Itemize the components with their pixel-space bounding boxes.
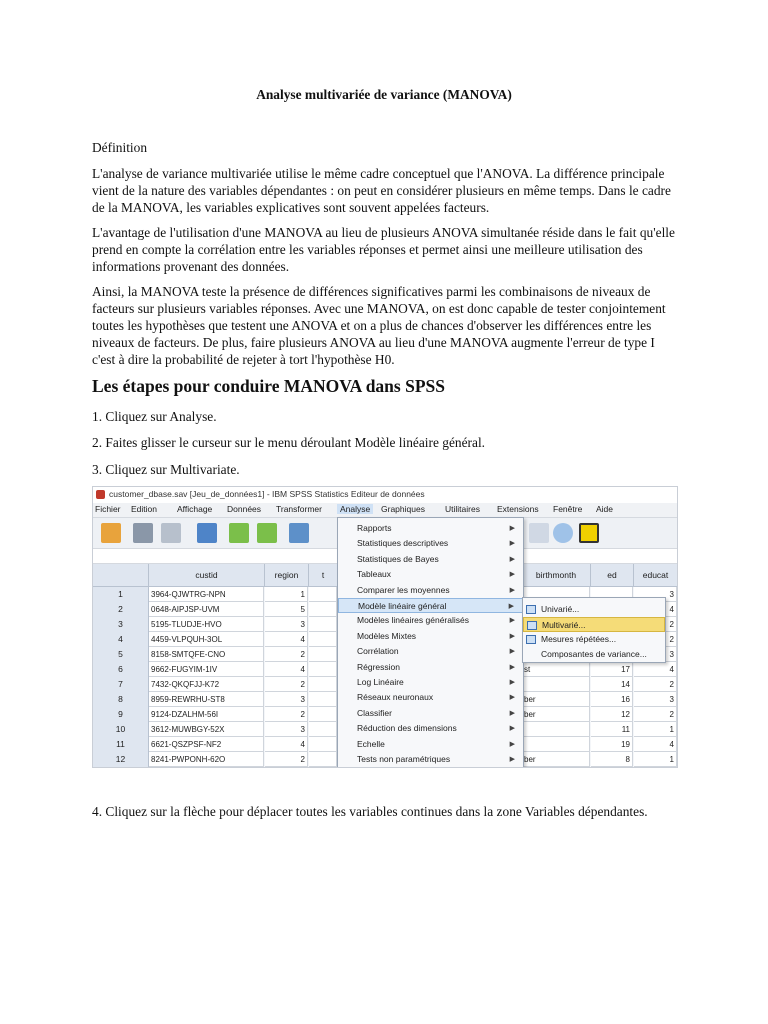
submenu-arrow-icon: ▶ [509, 555, 515, 563]
cell-t[interactable] [309, 707, 337, 722]
analyse-dropdown-menu [337, 517, 524, 768]
analyse-menu-item[interactable] [338, 660, 523, 675]
cell-region[interactable]: 5 [265, 602, 308, 617]
cell-region[interactable]: 3 [265, 617, 308, 632]
analyse-menu-item[interactable] [338, 598, 523, 613]
cell-t[interactable] [309, 677, 337, 692]
analyse-menu-item-label: Modèles Mixtes [357, 630, 417, 641]
column-header-custid[interactable]: custid [149, 564, 265, 587]
analyse-menu-item[interactable] [338, 706, 523, 721]
analyse-menu-item-label: Corrélation [357, 646, 399, 657]
cell-custid[interactable]: 9124-DZALHM-56I [149, 707, 264, 722]
analyse-menu-item-label: Rapports [357, 523, 392, 533]
cell-birthmonth[interactable] [522, 737, 590, 752]
cell-t[interactable] [309, 722, 337, 737]
cell-region[interactable]: 3 [265, 722, 308, 737]
menu-extensions[interactable]: Extensions [497, 504, 539, 514]
cell-region[interactable]: 4 [265, 632, 308, 647]
cell-region[interactable]: 4 [265, 737, 308, 752]
cell-ed[interactable]: 11 [591, 722, 633, 737]
cell-educat[interactable]: 3 [634, 692, 677, 707]
cell-birthmonth[interactable]: ber [522, 692, 590, 707]
cell-educat[interactable]: 2 [634, 707, 677, 722]
step-2: 2. Faites glisser le curseur sur le menu déroulant Modèle linéaire général. [92, 435, 486, 450]
menu-fichier[interactable]: Fichier [95, 504, 121, 514]
submenu-mesures-label: Mesures répétées... [541, 634, 617, 644]
analyse-menu-item[interactable] [338, 721, 523, 736]
submenu-arrow-icon: ▶ [509, 571, 515, 579]
analyse-menu-item-label: Modèle linéaire général [358, 601, 447, 611]
submenu-multivarie[interactable] [523, 617, 665, 632]
cell-region[interactable]: 2 [265, 707, 308, 722]
analyse-menu-item-label: Statistiques descriptives [357, 538, 449, 549]
cell-custid[interactable]: 3964-QJWTRG-NPN [149, 587, 264, 602]
cell-region[interactable]: 1 [265, 587, 308, 602]
cell-region[interactable]: 2 [265, 677, 308, 692]
section-heading: Les étapes pour conduire MANOVA dans SPSS [92, 376, 445, 396]
menu-fenetre[interactable]: Fenêtre [553, 504, 583, 514]
cell-educat[interactable]: 4 [634, 602, 677, 617]
analyse-menu-item-label: Statistiques de Bayes [357, 553, 439, 564]
cell-region[interactable]: 3 [265, 692, 308, 707]
cell-custid[interactable]: 6621-QSZPSF-NF2 [149, 737, 264, 752]
repeated-measures-icon [526, 635, 536, 644]
cell-t[interactable] [309, 737, 337, 752]
analyse-menu-item-label: Régression [357, 661, 400, 672]
submenu-univarie[interactable] [523, 602, 665, 617]
paragraph-1: L'analyse de variance multivariée utilise le même cadre conceptuel que l'ANOVA. La différence principale vient de la nature des variables dépendantes : on peut en considérer plusieurs en même temps. Dans le cadre de la MANOVA, les variables explicatives sont souvent appelées facteurs. [92, 166, 671, 215]
submenu-composantes-label: Composantes de variance... [541, 649, 647, 659]
step-1: 1. Cliquez sur Analyse. [92, 409, 217, 424]
definition-label: Définition [92, 140, 148, 155]
cell-custid[interactable]: 8158-SMTQFE-CNO [149, 647, 264, 662]
row-number[interactable]: 2 [93, 602, 149, 618]
cell-educat[interactable]: 2 [634, 617, 677, 632]
cell-ed[interactable]: 19 [591, 737, 633, 752]
analyse-menu-item-label: Tableaux [357, 569, 392, 580]
cell-educat[interactable]: 4 [634, 737, 677, 752]
cell-birthmonth[interactable]: ber [522, 752, 590, 767]
analyse-menu-item[interactable] [338, 737, 523, 752]
cell-t[interactable] [309, 617, 337, 632]
submenu-arrow-icon: ▶ [509, 525, 515, 532]
row-number[interactable]: 9 [93, 707, 149, 723]
menu-affichage[interactable]: Affichage [177, 504, 213, 514]
cell-custid[interactable]: 0648-AIPJSP-UVM [149, 602, 264, 617]
row-number[interactable]: 10 [93, 722, 149, 738]
cell-birthmonth[interactable]: st [522, 662, 590, 677]
cell-t[interactable] [309, 602, 337, 617]
submenu-arrow-icon: ▶ [509, 756, 515, 763]
row-number[interactable]: 7 [93, 677, 149, 693]
cell-custid[interactable]: 8241-PWPONH-62O [149, 752, 264, 767]
row-number[interactable]: 3 [93, 617, 149, 633]
print-icon[interactable] [161, 523, 181, 543]
analyse-menu-item-label: Modèles linéaires généralisés [357, 615, 469, 626]
window-title: customer_dbase.sav [Jeu_de_données1] - IBM SPSS Statistics Editeur de données [109, 489, 425, 499]
menu-aide[interactable]: Aide [596, 504, 614, 514]
row-number[interactable]: 11 [93, 737, 149, 753]
analyse-menu-item[interactable] [338, 644, 523, 659]
glm-submenu [522, 597, 666, 663]
cell-custid[interactable]: 5195-TLUDJE-HVO [149, 617, 264, 632]
analyse-menu-item[interactable] [338, 752, 523, 767]
analyse-menu-item-label: Comparer les moyennes [357, 584, 450, 595]
redo-icon[interactable] [257, 523, 277, 543]
menu-transformer[interactable]: Transformer [276, 504, 322, 514]
submenu-multivarie-label: Multivarié... [542, 620, 586, 630]
save-icon[interactable] [133, 523, 153, 543]
submenu-arrow-icon: ▶ [509, 694, 515, 702]
analyse-menu-item[interactable] [338, 690, 523, 705]
row-number[interactable]: 12 [93, 752, 149, 768]
cell-educat[interactable]: 2 [634, 677, 677, 692]
cell-educat[interactable]: 3 [634, 647, 677, 662]
dialog-recall-icon[interactable] [197, 523, 217, 543]
analyse-menu-item-label: Log Linéaire [357, 677, 404, 687]
cell-region[interactable]: 2 [265, 752, 308, 767]
analyse-menu-item-label: Tests non paramétriques [357, 754, 451, 764]
menu-donnees[interactable]: Données [227, 504, 262, 514]
cell-t[interactable] [309, 662, 337, 677]
analyse-menu-item-label: Réseaux neuronaux [357, 692, 434, 703]
multivariate-icon [527, 621, 537, 630]
cell-educat[interactable]: 3 [634, 587, 677, 602]
cell-t[interactable] [309, 752, 337, 767]
submenu-mesures-repetees[interactable] [523, 632, 665, 647]
goto-case-icon[interactable] [289, 523, 309, 543]
submenu-arrow-icon: ▶ [509, 540, 515, 548]
analyse-menu-item-label: Réduction des dimensions [357, 723, 457, 734]
spss-screenshot [92, 486, 678, 768]
univariate-icon [526, 605, 536, 614]
analyse-menu-item[interactable] [338, 583, 523, 598]
analyse-menu-item[interactable] [338, 567, 523, 582]
paragraph-3: Ainsi, la MANOVA teste la présence de différences significatives parmi les combinaisons de niveaux de facteurs sur plusieurs variables réponses. Avec une MANOVA, on est donc capable de tester conjointement toutes les hypothèses que testent une ANOVA et on a plus de chances d'observer les différences entre les niveaux de facteurs. De plus, faire plusieurs ANOVA au lieu d'une MANOVA augmente l'erreur de type I c'est à dire la probabilité de rejeter à tort l'hypothèse H0. [92, 284, 666, 367]
menu-graphiques[interactable]: Graphiques [381, 504, 425, 514]
analyse-menu-item[interactable] [338, 552, 523, 567]
cell-custid[interactable]: 4459-VLPQUH-3OL [149, 632, 264, 647]
submenu-composantes-variance[interactable] [523, 647, 665, 662]
cell-t[interactable] [309, 587, 337, 602]
submenu-arrow-icon: ▶ [509, 648, 515, 656]
analyse-menu-item[interactable] [338, 613, 523, 628]
undo-icon[interactable] [229, 523, 249, 543]
cell-ed[interactable]: 8 [591, 752, 633, 767]
column-header-region[interactable]: region [265, 564, 309, 587]
cell-t[interactable] [309, 647, 337, 662]
submenu-univarie-label: Univarié... [541, 604, 580, 614]
open-folder-icon[interactable] [101, 523, 121, 543]
submenu-arrow-icon: ▶ [509, 725, 515, 733]
submenu-arrow-icon: ▶ [509, 586, 515, 594]
cell-custid[interactable]: 8959-REWRHU-ST8 [149, 692, 264, 707]
step-4: 4. Cliquez sur la flèche pour déplacer toutes les variables continues dans la zone Variables dépendantes. [92, 804, 648, 819]
cell-birthmonth[interactable]: ber [522, 707, 590, 722]
submenu-arrow-icon: ▶ [509, 632, 515, 640]
split-file-icon[interactable] [529, 523, 549, 543]
window-titlebar [93, 487, 677, 503]
cell-birthmonth[interactable] [522, 722, 590, 737]
row-number[interactable]: 5 [93, 647, 149, 663]
cell-educat[interactable]: 1 [634, 752, 677, 767]
cell-custid[interactable]: 7432-QKQFJJ-K72 [149, 677, 264, 692]
analyse-menu-item-label: Classifier [357, 707, 392, 718]
cell-educat[interactable]: 1 [634, 722, 677, 737]
cell-custid[interactable]: 9662-FUGYIM-1IV [149, 662, 264, 677]
menu-analyse[interactable]: Analyse [337, 504, 373, 514]
cell-educat[interactable]: 4 [634, 662, 677, 677]
column-header-birthmonth[interactable]: birthmonth [522, 564, 591, 587]
column-header-educat[interactable]: educat [634, 564, 678, 587]
submenu-arrow-icon: ▶ [509, 663, 515, 671]
doc-title: Analyse multivariée de variance (MANOVA) [256, 87, 512, 102]
submenu-arrow-icon: ▶ [509, 679, 515, 686]
cell-birthmonth[interactable] [522, 677, 590, 692]
cell-ed[interactable]: 16 [591, 692, 633, 707]
column-header-ed[interactable]: ed [591, 564, 634, 587]
step-3: 3. Cliquez sur Multivariate. [92, 462, 240, 477]
cell-ed[interactable]: 14 [591, 677, 633, 692]
cell-t[interactable] [309, 632, 337, 647]
analyse-menu-item[interactable] [338, 536, 523, 551]
grid-corner [93, 564, 149, 587]
weight-cases-icon[interactable] [553, 523, 573, 543]
cell-educat[interactable]: 2 [634, 632, 677, 647]
column-header-t[interactable]: t [309, 564, 338, 587]
submenu-arrow-icon: ▶ [509, 709, 515, 717]
cell-ed[interactable]: 12 [591, 707, 633, 722]
analyse-menu-item[interactable] [338, 675, 523, 690]
cell-t[interactable] [309, 692, 337, 707]
paragraph-2: L'avantage de l'utilisation d'une MANOVA au lieu de plusieurs ANOVA simultanée réside dans le fait qu'elle prend en compte la corrélation entre les variables réponses et permet ainsi une meilleure utilisation des informations provenant des données. [92, 225, 675, 274]
row-number[interactable]: 6 [93, 662, 149, 678]
submenu-arrow-icon: ▶ [508, 603, 514, 610]
row-number[interactable]: 8 [93, 692, 149, 708]
menu-edition[interactable]: Edition [131, 504, 157, 514]
menu-utilitaires[interactable]: Utilitaires [445, 504, 480, 514]
cell-ed[interactable]: 17 [591, 662, 633, 677]
select-cases-icon[interactable] [579, 523, 599, 543]
submenu-arrow-icon: ▶ [509, 740, 515, 748]
cell-custid[interactable]: 3612-MUWBGY-52X [149, 722, 264, 737]
cell-region[interactable]: 4 [265, 662, 308, 677]
analyse-menu-item[interactable] [338, 521, 523, 536]
analyse-menu-item-label: Echelle [357, 738, 385, 749]
cell-region[interactable]: 2 [265, 647, 308, 662]
analyse-menu-item[interactable] [338, 629, 523, 644]
row-number[interactable]: 1 [93, 587, 149, 603]
row-number[interactable]: 4 [93, 632, 149, 648]
menu-bar [93, 503, 677, 518]
submenu-arrow-icon: ▶ [509, 617, 515, 625]
spss-app-icon [96, 490, 105, 499]
